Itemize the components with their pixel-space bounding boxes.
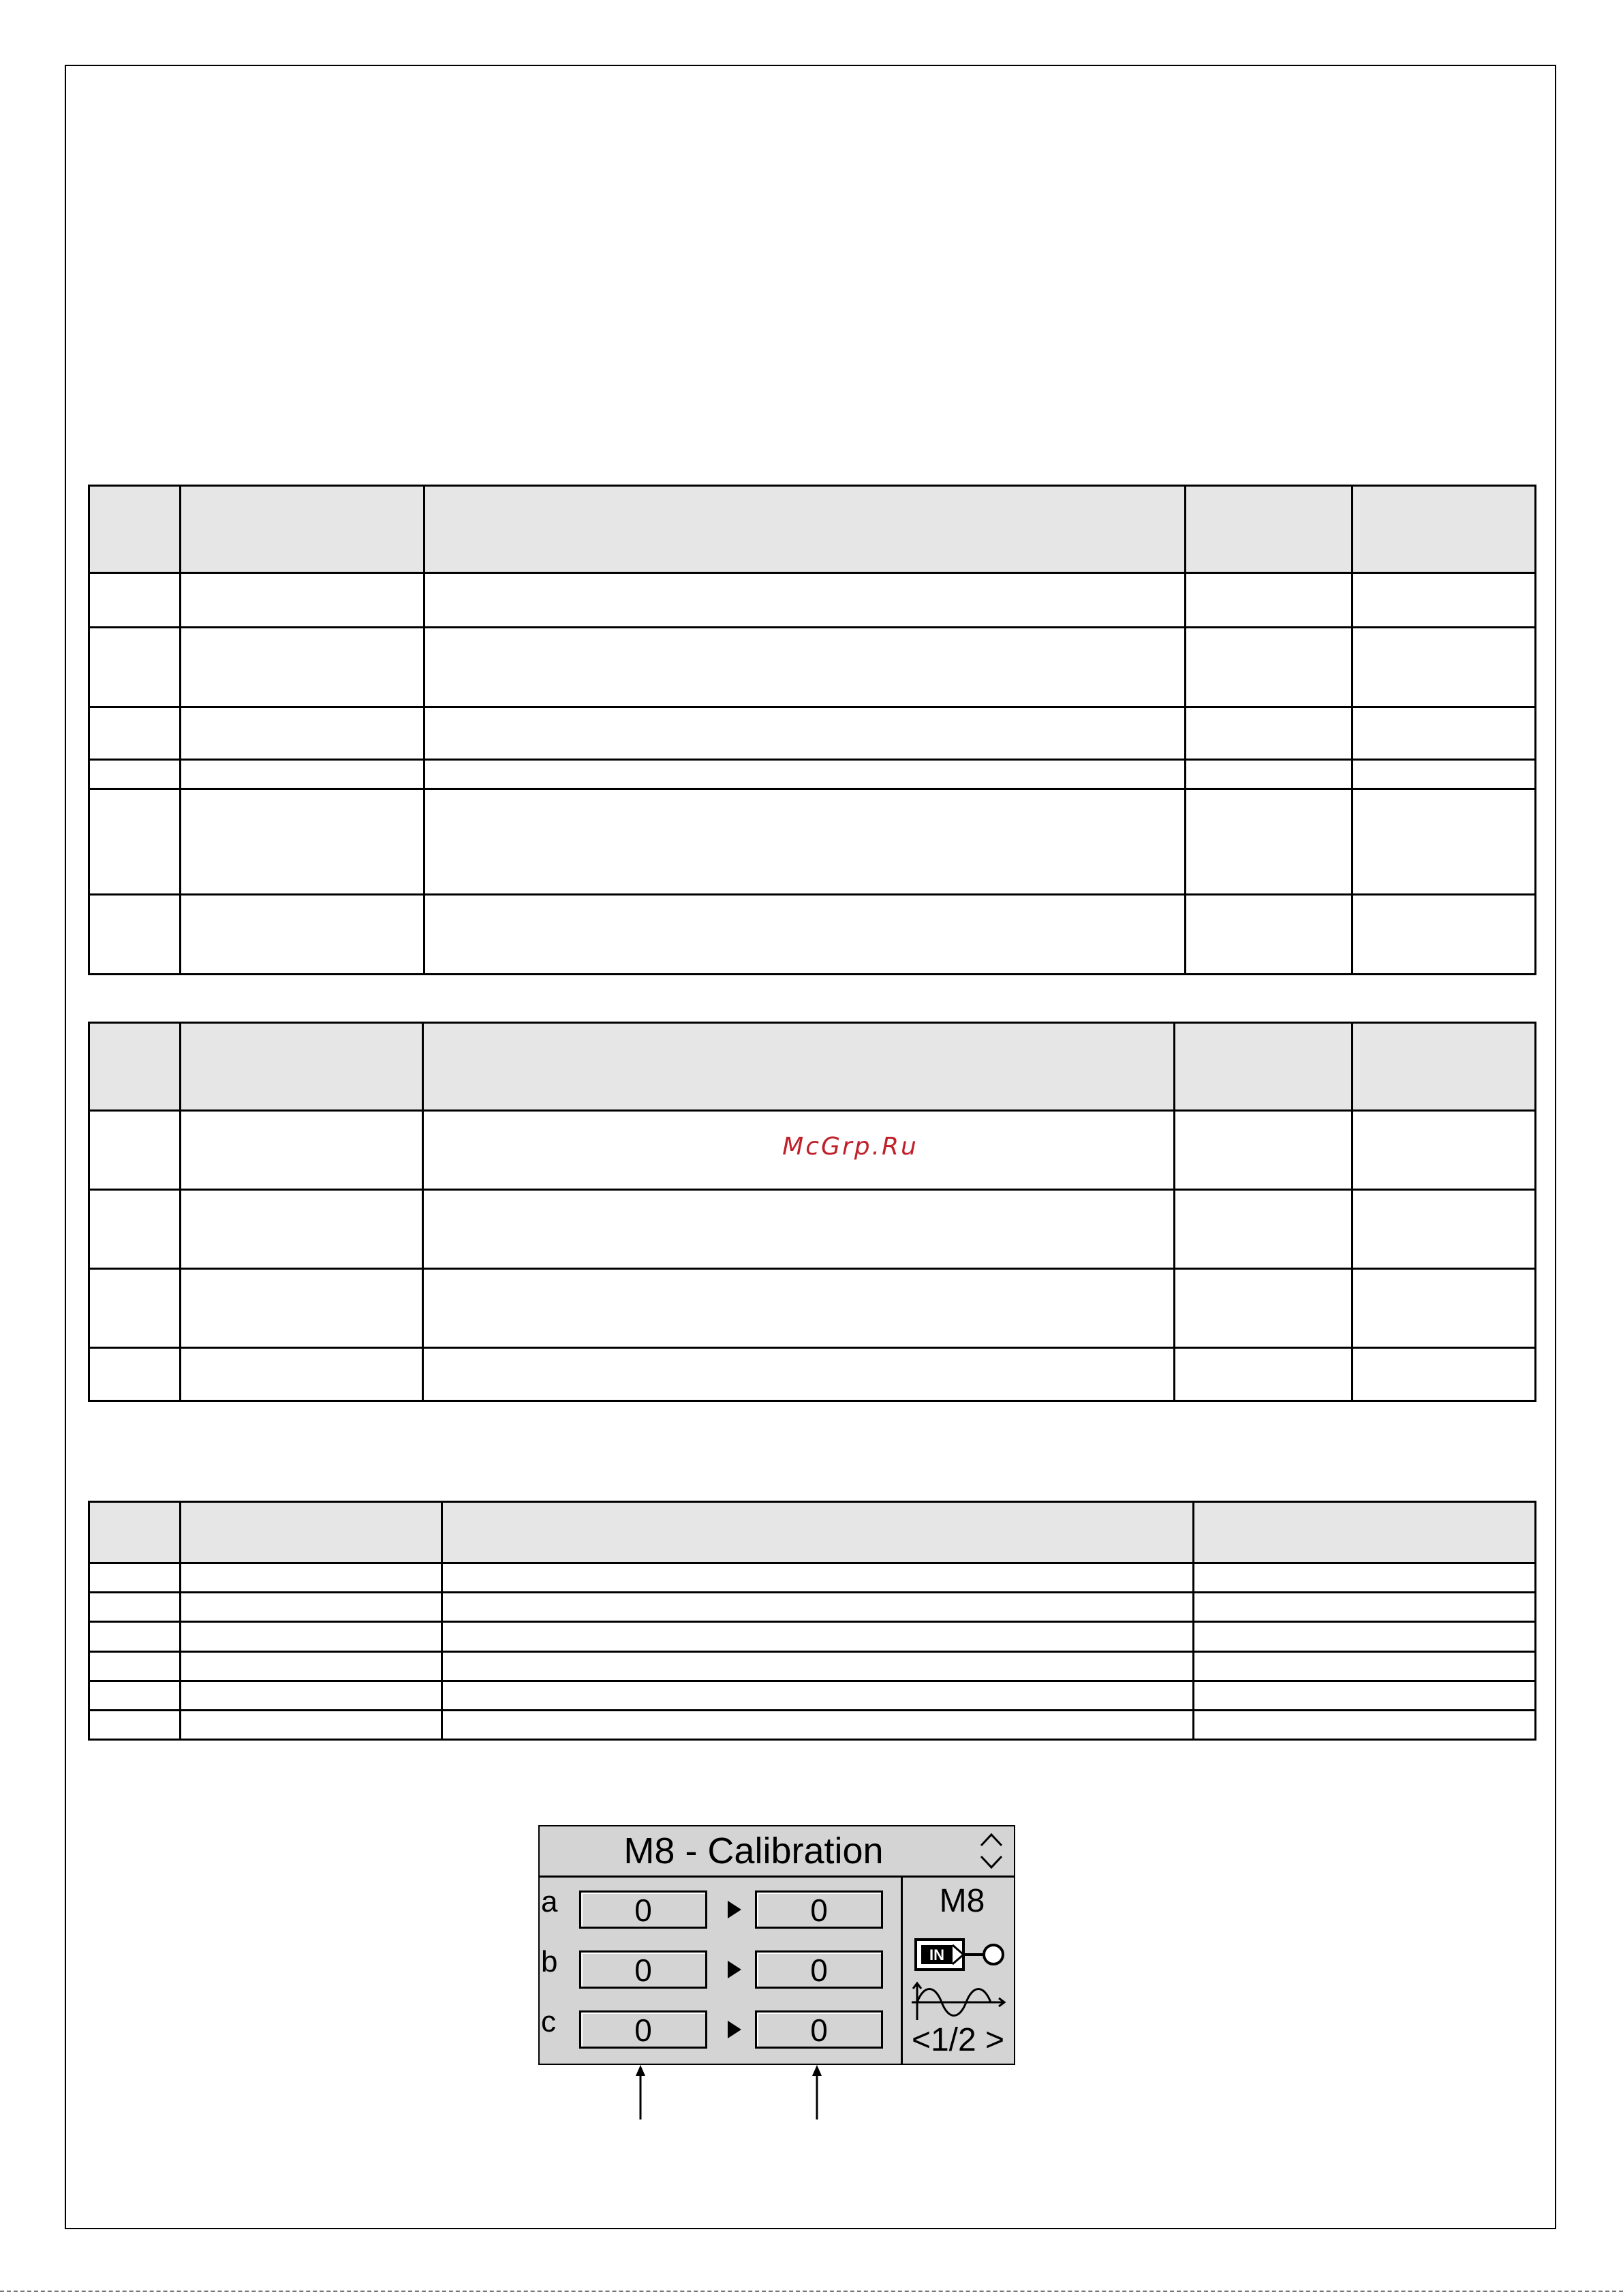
table-row <box>89 1269 1536 1348</box>
input-field-b[interactable]: 0 <box>579 1950 707 1989</box>
sine-wave-icon <box>908 1980 1010 2023</box>
table-row <box>89 789 1536 895</box>
output-field-c[interactable]: 0 <box>755 2010 883 2049</box>
table-row <box>89 573 1536 628</box>
panel-title: M8 - Calibration <box>623 1831 884 1871</box>
panel-vertical-divider <box>901 1878 903 2064</box>
table-row <box>89 707 1536 760</box>
table-row <box>89 1593 1536 1622</box>
row-label-a: a <box>541 1885 558 1918</box>
input-field-c[interactable]: 0 <box>579 2010 707 2049</box>
table-1 <box>88 485 1536 975</box>
module-label: M8 <box>939 1883 985 1919</box>
table-row <box>89 895 1536 975</box>
input-field-a[interactable]: 0 <box>579 1891 707 1929</box>
table-row <box>89 1622 1536 1651</box>
table-header <box>89 1502 1536 1563</box>
output-field-a[interactable]: 0 <box>755 1891 883 1929</box>
table-row <box>89 760 1536 789</box>
table-row <box>89 1348 1536 1401</box>
page-indicator[interactable]: <1/2 > <box>911 2022 1005 2058</box>
table-row <box>89 1651 1536 1681</box>
table-row <box>89 1563 1536 1593</box>
watermark: McGrp.Ru <box>782 1133 918 1161</box>
panel-divider <box>540 1876 1014 1878</box>
table-row <box>89 628 1536 707</box>
table-row <box>89 1190 1536 1269</box>
scroll-up-down-icon[interactable] <box>976 1828 1007 1874</box>
row-label-b: b <box>541 1945 558 1978</box>
arrow-right-icon <box>728 2021 741 2038</box>
arrow-right-icon <box>728 1961 741 1978</box>
table-header <box>89 1023 1536 1111</box>
arrow-up-icon <box>810 2065 824 2119</box>
row-label-c: c <box>541 2005 556 2038</box>
arrow-up-icon <box>634 2065 647 2119</box>
table-3 <box>88 1501 1536 1741</box>
table-row <box>89 1681 1536 1710</box>
table-row <box>89 1710 1536 1739</box>
page-bottom-rule <box>0 2291 1623 2292</box>
output-field-b[interactable]: 0 <box>755 1950 883 1989</box>
table-header <box>89 486 1536 573</box>
arrow-right-icon <box>728 1901 741 1918</box>
input-connector-icon <box>913 1934 1008 1975</box>
table-2 <box>88 1022 1536 1402</box>
svg-text:IN: IN <box>929 1946 944 1963</box>
calibration-panel <box>538 1825 1015 2065</box>
